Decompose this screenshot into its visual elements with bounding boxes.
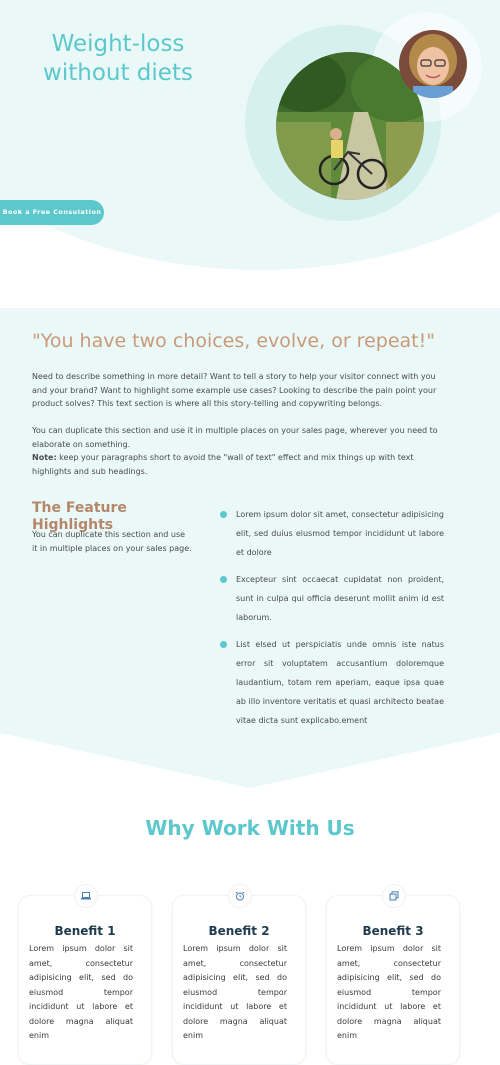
list-item: [220, 635, 444, 730]
bullet-text: Lorem ipsum dolor sit amet, consectetur adipisicing elit, sed duius eiusmod tempor incididunt ut labore et dolore: [236, 510, 444, 557]
feature-highlights-text: You can duplicate this section and use it in multiple places on your sales page.: [32, 530, 192, 553]
benefit-card-2: [172, 895, 306, 1065]
benefit-text: Lorem ipsum dolor sit amet, consectetur adipisicing elit, sed do eiusmod tempor incididunt ut labore et dolore magna aliquat enim: [29, 944, 133, 1040]
hero-title: Weight-loss without diets: [43, 31, 193, 86]
benefit-title: Benefit 1: [54, 924, 116, 938]
bullet-dot-icon: [220, 641, 227, 648]
story-paragraph: Need to describe something in more detail? Want to tell a story to help your visitor connect with you and your brand? Want to highlight some example use cases? Looking to describe the pain point your product solves? This text section is where all this story-telling and copywriting belongs.: [32, 372, 437, 408]
bullet-text: List elsed ut perspiciatis unde omnis iste natus error sit voluptatem accusantium doloremque laudantium, totam rem aperiam, eaque ipsa quae ab illo inventore veritatis et quasi architecto beatae vitae dicta sunt explicabo.ement: [236, 640, 444, 725]
benefit-text: Lorem ipsum dolor sit amet, consectetur adipisicing elit, sed do eiusmod tempor incididunt ut labore et dolore magna aliquat enim: [183, 944, 287, 1040]
bullet-text: Excepteur sint occaecat cupidatat non proident, sunt in culpa qui officia deserunt mollit anim id est laborum.: [236, 575, 444, 622]
feature-highlights-title: The Feature Highlights: [32, 500, 127, 533]
note-text: keep your paragraphs short to avoid the "wall of text" effect and mix things up with text highlights and sub headings.: [32, 453, 414, 476]
benefit-title: Benefit 2: [208, 924, 270, 938]
benefit-card-3: [326, 895, 460, 1065]
why-work-with-us-title: Why Work With Us: [145, 816, 355, 840]
copy-icon: [382, 884, 406, 908]
note-label: Note:: [32, 453, 57, 462]
list-item: [220, 505, 444, 562]
bullet-dot-icon: [220, 511, 227, 518]
story-paragraph-duplicate: [32, 424, 444, 478]
book-consultation-button[interactable]: Book a Free Consulation: [0, 200, 104, 225]
feature-bullet-list: [220, 505, 444, 738]
coach-portrait-photo: [399, 30, 467, 98]
benefit-title: Benefit 3: [362, 924, 424, 938]
benefit-card-1: [18, 895, 152, 1065]
laptop-icon: [74, 884, 98, 908]
bullet-dot-icon: [220, 576, 227, 583]
hero-section: [0, 0, 500, 290]
alarm-clock-icon: [228, 884, 252, 908]
duplicate-text: You can duplicate this section and use it in multiple places on your sales page, wherever you need to elaborate on something.: [32, 426, 438, 449]
quote-heading: "You have two choices, evolve, or repeat!": [32, 330, 435, 352]
benefit-text: Lorem ipsum dolor sit amet, consectetur adipisicing elit, sed do eiusmod tempor incididunt ut labore et dolore magna aliquat enim: [337, 944, 441, 1040]
list-item: [220, 570, 444, 627]
